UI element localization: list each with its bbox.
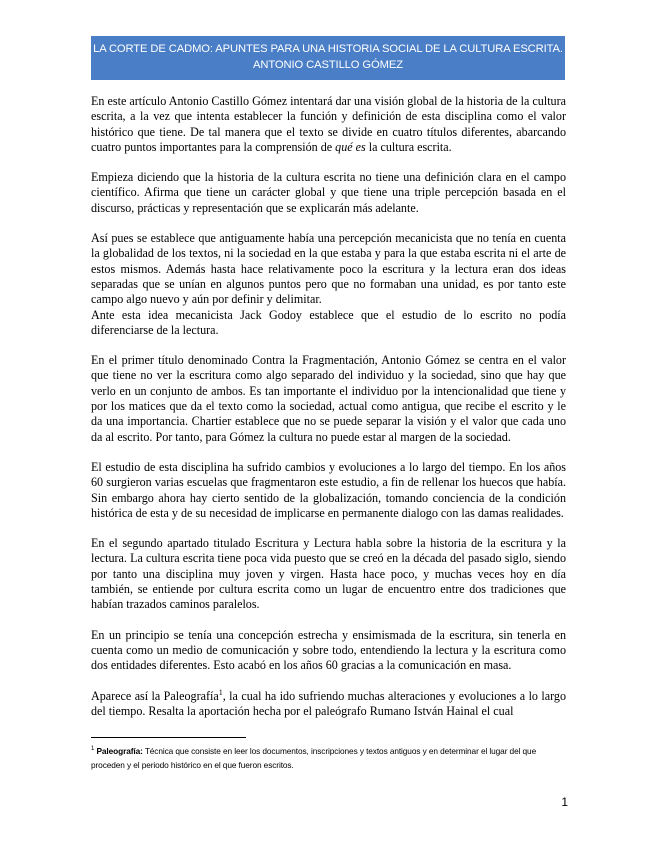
paragraph-1-emphasis: qué es <box>335 139 366 154</box>
title-line-1: LA CORTE DE CADMO: APUNTES PARA UNA HISTORIA SOCIAL DE LA CULTURA ESCRITA. <box>93 43 563 55</box>
paragraph-2: Empieza diciendo que la historia de la cultura escrita no tiene una definición clara en el campo científico. Afirma que tiene un carácter global y que tiene una triple percepción basada en el discurso, prácticas y representación que se explicarán más adelante. <box>91 170 566 215</box>
footnote-separator <box>91 737 246 738</box>
paragraph-1 <box>91 94 566 155</box>
footnote-marker: 1 <box>91 746 95 753</box>
paragraph-4: Ante esta idea mecanicista Jack Godoy establece que el estudio de lo escrito no podía diferenciarse de la lectura. <box>91 307 566 337</box>
paragraph-5: En el primer título denominado Contra la Fragmentación, Antonio Gómez se centra en el valor que tiene no ver la escritura como algo separado del individuo y la sociedad, sino que hay que verlo en un conjunto de ambos. Es tan importante el individuo por la intencionalidad que tiene y por los matices que da el texto como la sociedad, actual como antigua, que recibe el escrito y le da una importancia. Chartier establece que no se puede separar la visión y el valor que cada uno da al escrito. Por tanto, para Gómez la cultura no puede estar al margen de la sociedad. <box>91 353 566 444</box>
footnote-term: Paleografía: <box>96 746 143 756</box>
paragraph-9-text-a: Aparece así la Paleografía <box>91 688 219 703</box>
paragraph-6: El estudio de esta disciplina ha sufrido cambios y evoluciones a lo largo del tiempo. En los años 60 surgieron varias escuelas que fragmentaron este estudio, a fin de rellenar los huecos que había. Sin embargo ahora hay cierto sentido de la globalización, tomando conciencia de la condición histórica de esta y de su necesidad de implicarse en permanente dialogo con las damas realidades. <box>91 459 566 520</box>
footnote <box>91 744 566 772</box>
paragraph-1-text-a: En este artículo Antonio Castillo Gómez intentará dar una visión global de la historia de la cultura escrita, a la vez que intenta establecer la función y definición de esta disciplina como el valor histórico que tiene. De tal manera que el texto se divide en cuatro títulos diferentes, abarcando cuatro puntos importantes para la comprensión de <box>91 94 566 154</box>
article-body <box>91 94 566 719</box>
title-line-2: ANTONIO CASTILLO GÓMEZ <box>253 59 403 71</box>
footnote-reference[interactable]: 1 <box>218 687 223 697</box>
paragraph-9 <box>91 689 566 720</box>
paragraph-9-text-b: , la cual ha ido sufriendo muchas alteraciones y evoluciones a lo largo del tiempo. Resalta la aportación hecha por el paleógrafo Rumano István Hainal el cual <box>91 688 567 718</box>
footnote-text: Técnica que consiste en leer los documentos, inscripciones y textos antiguos y en determinar el lugar del que proceden y el periodo histórico en el que fueron escritos. <box>91 746 537 770</box>
paragraph-7: En el segundo apartado titulado Escritura y Lectura habla sobre la historia de la escritura y la lectura. La cultura escrita tiene poca vida puesto que se creó en la década del pasado siglo, siendo por tanto una disciplina muy joven y virgen. Hasta hace poco, y muchas veces hoy en día también, se entiende por cultura escrita como un lugar de encuentro entre dos tradiciones que habían trazados caminos paralelos. <box>91 536 566 612</box>
title-banner <box>91 36 565 80</box>
paragraph-3: Así pues se establece que antiguamente había una percepción mecanicista que no tenía en cuenta la globalidad de los textos, ni la sociedad en la que estaba y para la que estaba escrita ni el arte de estos mismos. Además hasta hace relativamente poco la escritura y la lectura eran dos ideas separadas que se unían en algunos puntos pero que no formaban una unidad, es por tanto este campo algo nuevo y aún por definir y delimitar. <box>91 231 566 307</box>
paragraph-1-text-b: la cultura escrita. <box>365 139 452 154</box>
page-number: 1 <box>561 795 568 809</box>
paragraph-8: En un principio se tenía una concepción estrecha y ensimismada de la escritura, sin tenerla en cuenta como un medio de comunicación y sobre todo, entendiendo la lectura y la escritura como dos entidades diferentes. Esto acabó en los años 60 gracias a la comunicación en masa. <box>91 627 566 673</box>
